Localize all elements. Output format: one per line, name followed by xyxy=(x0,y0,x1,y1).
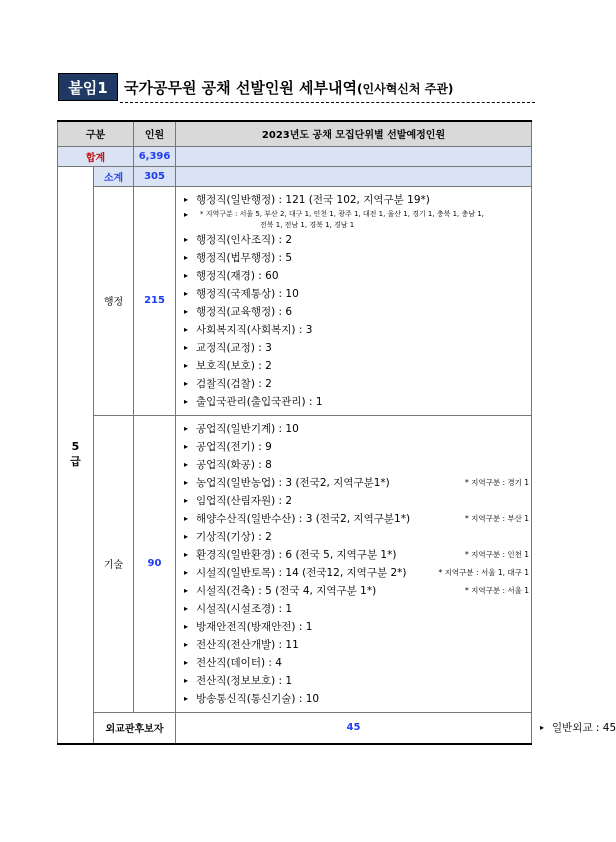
admin-count: 215 xyxy=(134,186,176,415)
note-line: 전북 1, 전남 1, 경북 1, 경남 1 xyxy=(260,220,355,229)
title-main: 국가공무원 공채 선발인원 세부내역 xyxy=(124,79,358,97)
list-item xyxy=(184,582,531,600)
total-value: 6,396 xyxy=(134,146,176,166)
region-note: * 지역구분 : 서울 1, 대구 1 xyxy=(438,567,530,577)
note-line: ▸ * 지역구분 : 서울 5, 부산 2, 대구 1, 인천 1, 광주 1, 대전 1, 울산 1, 경기 1, 충북 1, 충남 1, xyxy=(200,209,484,218)
list-item: ▸ 교정직(교정) : 3 xyxy=(184,339,531,357)
list-item: ▸ 행정직(법무행정) : 5 xyxy=(184,249,531,267)
recruitment-table xyxy=(57,120,616,745)
item-text: 농업직(일반농업) : 3 (전국2, 지역구분1*) xyxy=(196,476,390,489)
admin-list xyxy=(176,187,531,415)
list-item xyxy=(184,510,531,528)
list-item: ▸ 출입국관리(출입국관리) : 1 xyxy=(184,393,531,411)
diplomat-count: 45 xyxy=(176,712,532,744)
list-item xyxy=(184,438,531,456)
list-item xyxy=(184,564,531,582)
region-note: * 지역구분 : 경기 1 xyxy=(464,477,530,487)
tech-row xyxy=(58,415,532,712)
col-count: 인원 xyxy=(134,121,176,146)
list-item: ▸ 사회복지직(사회복지) : 3 xyxy=(184,321,531,339)
item-text: 전산직(전산개발) : 11 xyxy=(196,638,299,651)
grade-line1: 5 xyxy=(71,440,80,454)
list-item xyxy=(184,600,531,618)
tech-list xyxy=(176,416,531,712)
subtotal-row xyxy=(58,166,532,186)
item-text: 시설직(일반토목) : 14 (전국12, 지역구분 2*) xyxy=(196,566,407,579)
item-text: 공업직(화공) : 8 xyxy=(196,458,272,471)
admin-row xyxy=(58,186,532,415)
total-detail xyxy=(176,146,532,166)
item-text: 방송통신직(통신기술) : 10 xyxy=(196,692,320,705)
list-item xyxy=(184,528,531,546)
subtotal-value: 305 xyxy=(134,166,176,186)
admin-label: 행정 xyxy=(94,186,134,415)
diplomat-row xyxy=(58,712,532,744)
list-item: ▸ 일반외교 : 45 xyxy=(540,719,552,737)
admin-detail xyxy=(176,186,532,415)
tech-label: 기술 xyxy=(94,415,134,712)
list-item: ▸ 행정직(인사조직) : 2 xyxy=(184,231,531,249)
list-item xyxy=(184,456,531,474)
list-item xyxy=(184,492,531,510)
region-note: * 지역구분 : 서울 1 xyxy=(464,585,530,595)
item-text: 환경직(일반환경) : 6 (전국 5, 지역구분 1*) xyxy=(196,548,397,561)
grade-cell xyxy=(58,166,94,744)
region-note: * 지역구분 : 부산 1 xyxy=(464,513,530,523)
item-text: 전산직(정보보호) : 1 xyxy=(196,674,293,687)
diplomat-list xyxy=(532,715,616,741)
subtotal-label: 소계 xyxy=(94,166,134,186)
header-row xyxy=(58,121,532,146)
region-note: * 지역구분 : 인천 1 xyxy=(464,549,530,559)
list-item: ▸ 검찰직(검찰) : 2 xyxy=(184,375,531,393)
item-text: 방재안전직(방재안전) : 1 xyxy=(196,620,313,633)
item-text: 시설직(시설조경) : 1 xyxy=(196,602,293,615)
list-item: ▸ 보호직(보호) : 2 xyxy=(184,357,531,375)
tech-detail xyxy=(176,415,532,712)
list-item: ▸ 행정직(교육행정) : 6 xyxy=(184,303,531,321)
subtotal-detail xyxy=(176,166,532,186)
total-label: 합계 xyxy=(58,146,134,166)
col-category: 구분 xyxy=(58,121,134,146)
list-item xyxy=(184,690,531,708)
list-item: ▸ 행정직(국제통상) : 10 xyxy=(184,285,531,303)
title-sub: (인사혁신처 주관) xyxy=(357,82,454,96)
list-item xyxy=(184,546,531,564)
attachment-tag: 붙임1 xyxy=(58,73,118,101)
col-detail: 2023년도 공채 모집단위별 선발예정인원 xyxy=(176,121,532,146)
list-item xyxy=(184,474,531,492)
header xyxy=(58,73,535,103)
grade-line2: 급 xyxy=(70,455,81,469)
title-underline xyxy=(120,102,535,103)
list-item xyxy=(184,654,531,672)
item-text: 시설직(건축) : 5 (전국 4, 지역구분 1*) xyxy=(196,584,377,597)
item-text: 해양수산직(일반수산) : 3 (전국2, 지역구분1*) xyxy=(196,512,411,525)
item-text: 기상직(기상) : 2 xyxy=(196,530,272,543)
list-item: ▸ 행정직(재경) : 60 xyxy=(184,267,531,285)
item-text: 전산직(데이터) : 4 xyxy=(196,656,282,669)
list-item xyxy=(184,636,531,654)
page-title xyxy=(124,77,453,98)
list-item xyxy=(184,420,531,438)
list-item xyxy=(184,672,531,690)
total-row xyxy=(58,146,532,166)
item-text: 공업직(전기) : 9 xyxy=(196,440,272,453)
admin-region-note xyxy=(184,209,531,231)
item-text: 공업직(일반기계) : 10 xyxy=(196,422,299,435)
diplomat-label: 외교관후보자 xyxy=(94,712,176,744)
tech-count: 90 xyxy=(134,415,176,712)
list-item: ▸ 행정직(일반행정) : 121 (전국 102, 지역구분 19*) xyxy=(184,191,531,209)
item-text: 임업직(산림자원) : 2 xyxy=(196,494,293,507)
list-item xyxy=(184,618,531,636)
